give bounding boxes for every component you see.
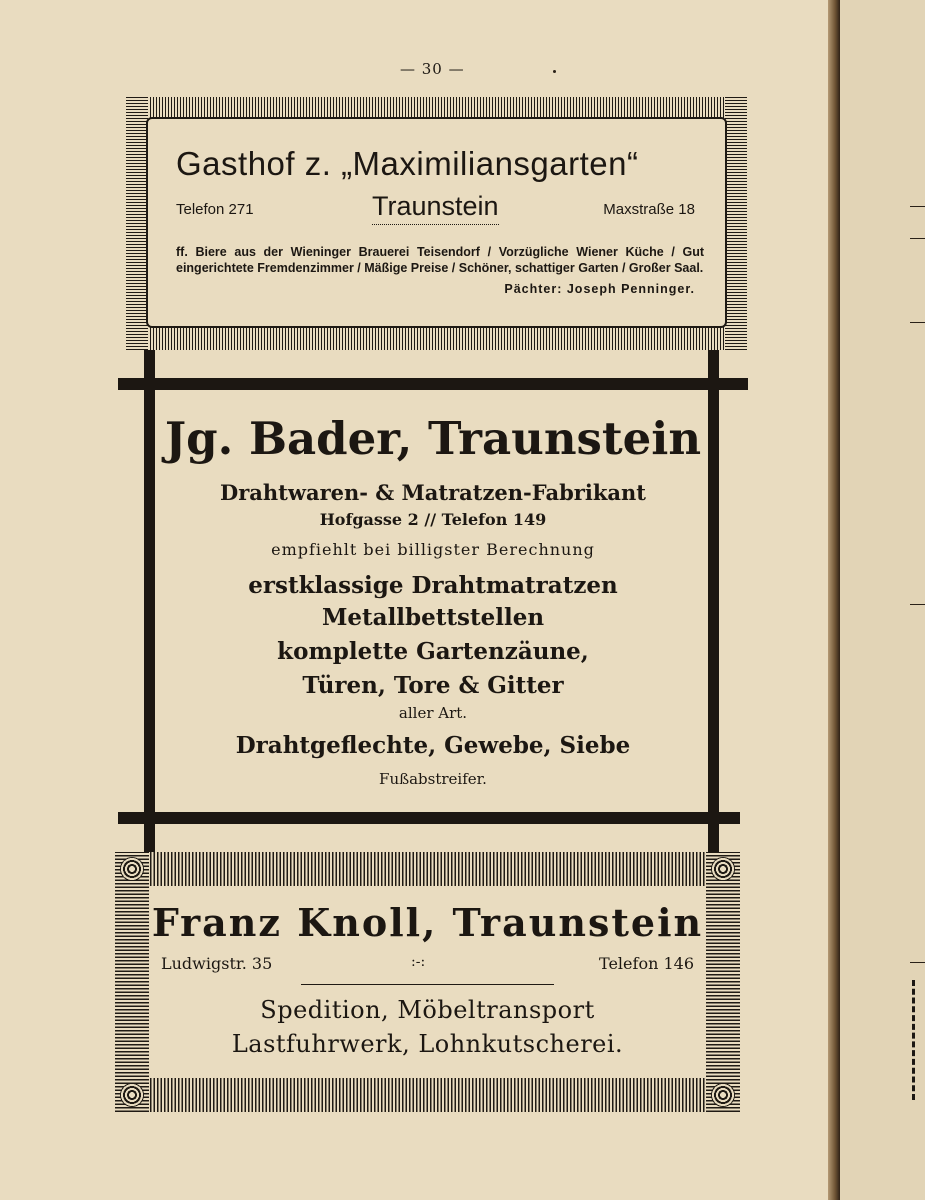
ad-item: Drahtgeflechte, Gewebe, Siebe xyxy=(235,732,631,759)
book-gutter xyxy=(828,0,840,1200)
ad-street: Maxstraße 18 xyxy=(603,201,695,218)
page-number: — 30 — xyxy=(400,60,465,78)
ad-description: ff. Biere aus der Wieninger Brauerei Teisendorf / Vorzügliche Wiener Küche / Gut eingerichtete Fremdenzimmer / Mäßige Preise / Schöner, schattiger Garten / Großer Saal. xyxy=(176,245,704,275)
ad-title: Gasthof z. „Maximiliansgarten“ xyxy=(176,145,639,182)
ad-item-note: aller Art. xyxy=(398,704,468,722)
ad-town: Traunstein xyxy=(372,191,499,225)
ad-item: komplette Gartenzäune, xyxy=(277,638,589,665)
ad-intro: empfiehlt bei billigster Berechnung xyxy=(271,540,595,559)
ad-item: Türen, Tore & Gitter xyxy=(302,672,564,699)
ad-item: Metallbettstellen xyxy=(321,604,545,631)
ad-services: Lastfuhrwerk, Lohnkutscherei. xyxy=(231,1030,624,1058)
ornamental-border-right xyxy=(725,97,747,350)
divider xyxy=(910,322,925,323)
corner-ornament-icon xyxy=(120,1083,144,1107)
ad-title: Franz Knoll, Traunstein xyxy=(151,900,704,945)
corner-ornament-icon xyxy=(711,857,735,881)
ad-subtitle: Drahtwaren- & Matratzen-Fabrikant xyxy=(220,480,646,505)
frame-bar-top xyxy=(118,378,748,390)
corner-ornament-icon xyxy=(711,1083,735,1107)
striped-border-top xyxy=(115,852,740,886)
adjacent-page-edge xyxy=(840,0,925,1200)
divider xyxy=(910,238,925,239)
ad-telephone: Telefon 146 xyxy=(599,954,694,973)
ad-title: Jg. Bader, Traunstein xyxy=(164,412,702,465)
ad-lessee: Pächter: Joseph Penninger. xyxy=(504,282,695,296)
divider xyxy=(910,962,925,963)
ad-separator: :-: xyxy=(411,954,426,970)
advertisement-bader xyxy=(118,350,748,855)
divider xyxy=(301,984,554,985)
advertisement-gasthof xyxy=(126,97,747,350)
frame-bar-bottom xyxy=(118,812,740,824)
ad-address: Ludwigstr. 35 xyxy=(161,954,273,973)
striped-border-left xyxy=(115,852,149,1112)
ad-address: Hofgasse 2 // Telefon 149 xyxy=(319,510,547,529)
ad-panel xyxy=(146,117,727,328)
ink-speck xyxy=(553,70,556,73)
divider xyxy=(910,206,925,207)
dashed-border xyxy=(912,980,921,1100)
ad-services: Spedition, Möbeltransport xyxy=(260,996,595,1024)
ad-telephone: Telefon 271 xyxy=(176,201,254,218)
striped-border-right xyxy=(706,852,740,1112)
corner-ornament-icon xyxy=(120,857,144,881)
ad-item-note: Fußabstreifer. xyxy=(379,770,487,788)
advertisement-knoll xyxy=(115,852,740,1112)
striped-border-bottom xyxy=(115,1078,740,1112)
ornamental-border-left xyxy=(126,97,148,350)
ad-panel xyxy=(149,886,706,1078)
ad-item: erstklassige Drahtmatratzen xyxy=(248,572,618,599)
divider xyxy=(910,604,925,605)
